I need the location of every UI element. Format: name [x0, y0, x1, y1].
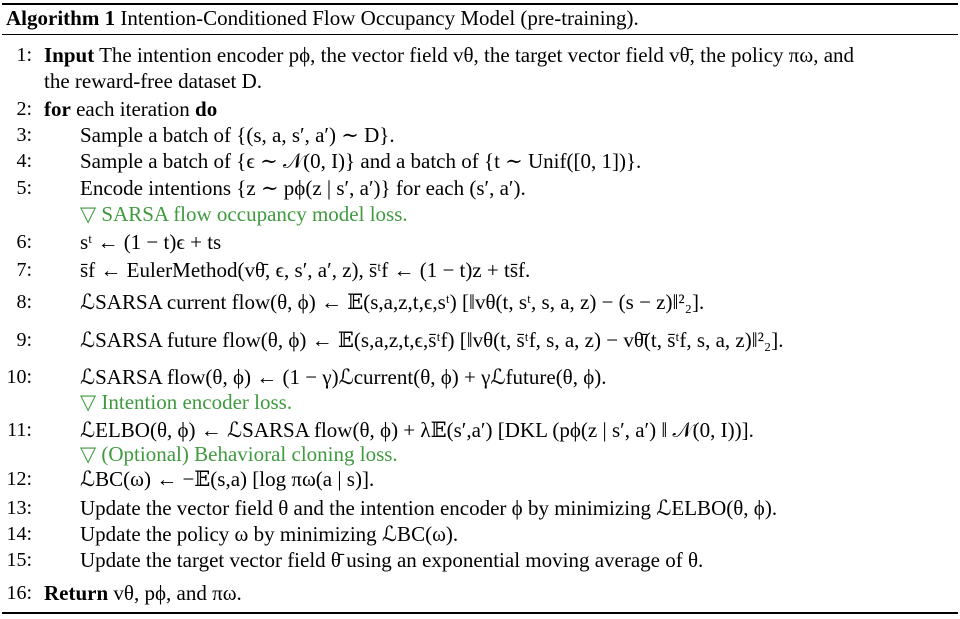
title-rule	[2, 34, 958, 35]
line-text: Update the policy ω by minimizing ℒBC(ω).	[80, 522, 459, 546]
line-text: ℒSARSA current flow(θ, ϕ) ← 𝔼(s,a,z,t,ϵ,sᵗ) [‖vθ(t, sᵗ, s, a, z) − (s − z)‖²₂].	[80, 290, 705, 314]
keyword: for	[44, 97, 71, 121]
line-number: 4:	[16, 150, 32, 172]
line-number: 15:	[6, 549, 32, 571]
keyword: Return	[44, 581, 109, 605]
line-number: 16:	[6, 582, 32, 604]
line-number: 12:	[6, 468, 32, 490]
algorithm-label: Algorithm 1	[6, 6, 116, 30]
line-text: ℒSARSA flow(θ, ϕ) ← (1 − γ)ℒcurrent(θ, ϕ) + γℒfuture(θ, ϕ).	[80, 365, 607, 389]
comment-text: ▽ Intention encoder loss.	[80, 390, 293, 414]
comment-text: ▽ SARSA flow occupancy model loss.	[80, 202, 408, 226]
algorithm-title	[6, 6, 639, 31]
comment-text: ▽ (Optional) Behavioral cloning loss.	[80, 442, 398, 466]
line-text: Sample a batch of {(s, a, s′, a′) ∼ D}.	[80, 123, 395, 147]
line-text: ℒBC(ω) ← −𝔼(s,a) [log πω(a | s)].	[80, 467, 375, 491]
line-text: The intention encoder pϕ, the vector field vθ, the target vector field vθ̄, the policy πω, and	[99, 43, 855, 67]
bottom-rule	[2, 612, 958, 614]
line-text: Encode intentions {z ∼ pϕ(z | s′, a′)} for each (s′, a′).	[80, 176, 526, 200]
line-text: s̄f ← EulerMethod(vθ̄, ϵ, s′, a′, z), s̄ᵗf ← (1 − t)z + ts̄f.	[80, 258, 531, 282]
keyword: Input	[44, 43, 95, 67]
line-number: 7:	[16, 259, 32, 281]
keyword: do	[195, 97, 218, 121]
line-text: ℒSARSA future flow(θ, ϕ) ← 𝔼(s,a,z,t,ϵ,s̄ᵗf) [‖vθ(t, s̄ᵗf, s, a, z) − vθ̄(t, s̄ᵗf, s, a, z)‖²₂].	[80, 328, 784, 352]
line-number: 8:	[16, 291, 32, 313]
line-text: the reward-free dataset D.	[44, 69, 263, 93]
top-rule	[2, 3, 958, 5]
line-number: 3:	[16, 124, 32, 146]
line-number: 1:	[16, 44, 32, 66]
line-text: Update the vector field θ and the intention encoder ϕ by minimizing ℒELBO(θ, ϕ).	[80, 496, 778, 520]
algorithm-title-text: Intention-Conditioned Flow Occupancy Model (pre-training).	[120, 6, 639, 30]
line-number: 6:	[16, 231, 32, 253]
line-text: vθ, pϕ, and πω.	[113, 581, 242, 605]
line-number: 2:	[16, 98, 32, 120]
line-number: 5:	[16, 177, 32, 199]
line-number: 10:	[6, 366, 32, 388]
line-text: each iteration	[76, 97, 190, 121]
line-text: ℒELBO(θ, ϕ) ← ℒSARSA flow(θ, ϕ) + λ𝔼(s′,a′) [DKL (pϕ(z | s′, a′) ‖ 𝒩(0, I))].	[80, 418, 754, 442]
line-text: Sample a batch of {ϵ ∼ 𝒩(0, I)} and a batch of {t ∼ Unif([0, 1])}.	[80, 149, 642, 173]
line-number: 13:	[6, 497, 32, 519]
line-text: sᵗ ← (1 − t)ϵ + ts	[80, 230, 222, 254]
line-number: 9:	[16, 329, 32, 351]
line-text: Update the target vector field θ̄ using an exponential moving average of θ.	[80, 548, 704, 572]
line-number: 11:	[7, 419, 32, 441]
line-number: 14:	[6, 523, 32, 545]
